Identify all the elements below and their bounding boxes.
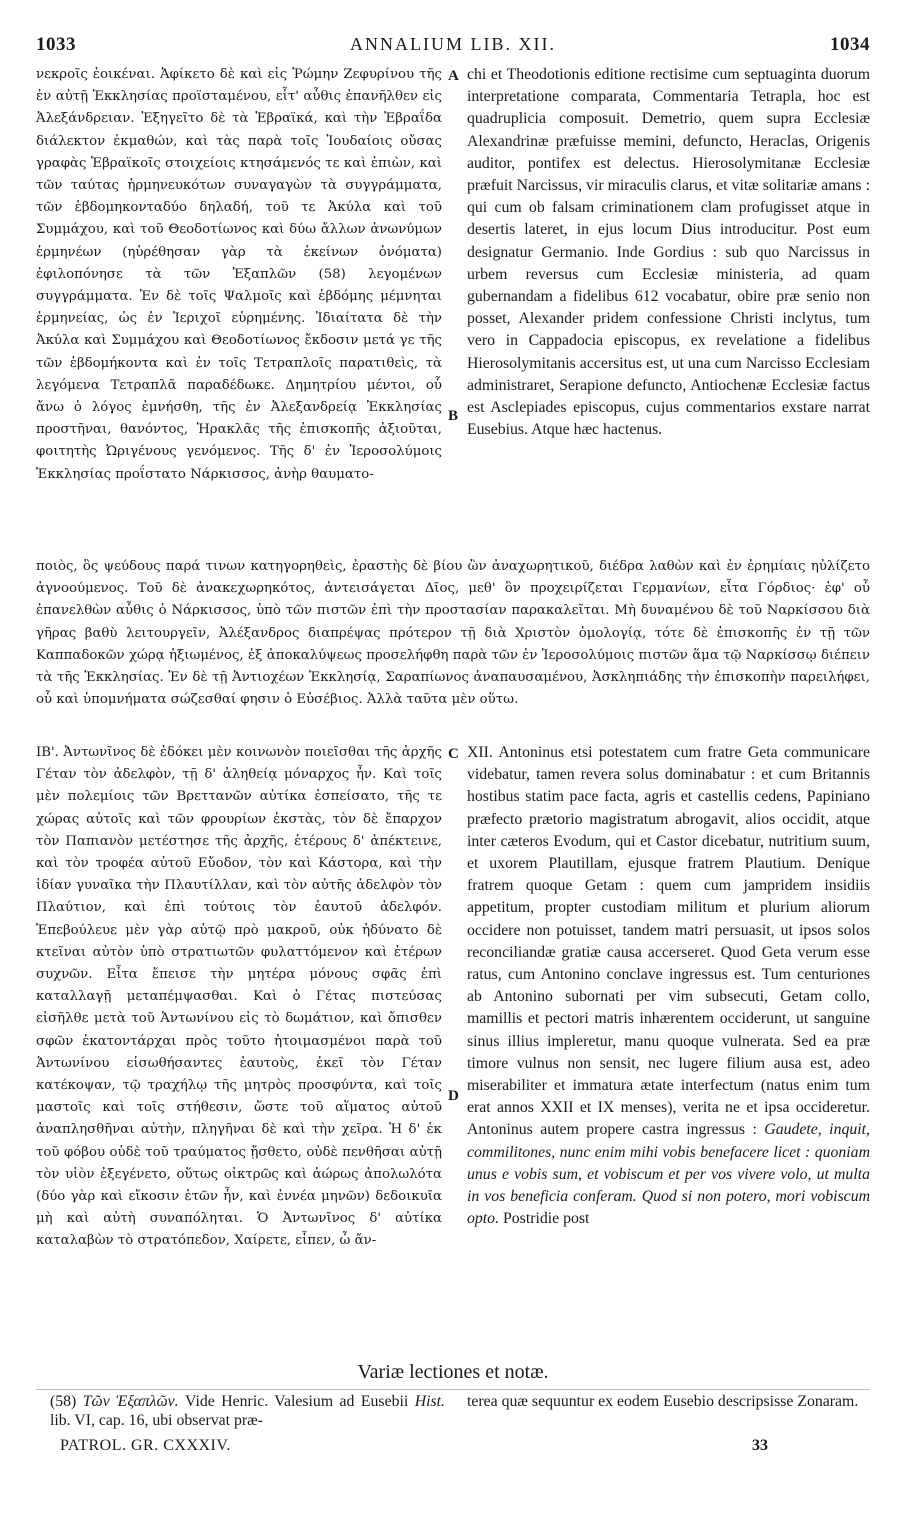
latin-quoted-speech: Gaudete, inquit, commilitones, nunc enim mihi vobis benefacere licet : quoniam unus e vobis sum, et vobiscum et per vos vivere volo, ut multa in vos beneficia conferam. Quod si non potero, mori vobiscum opto. — [467, 1121, 870, 1228]
note-greek-lemma: Τῶν Ἑξαπλῶν. — [82, 1393, 179, 1410]
latin-paragraph-top: chi et Theodotionis editione rectisime cum septuaginta duorum interpretatione comparata, Commentaria Tetrapla, hoc est quadruplicia composuit. Demetrio, quem supra Ecclesiæ Alexandrinæ præfuisse memini, defuncto, Heraclas, Origenis auditor, pontifex est delectus. Hierosolymitanæ Ecclesiæ præfuit Narcissus, vir miraculis clarus, et vitæ solitariæ amans : qui cum ob falsam criminationem clam profugisset atque in desertis lateret, in ejus locum Dius introducitur. Post eum designatur Germanio. Inde Gordius : sub quo Narcissus in urbem reversus cum Ecclesiæ ministeria, ad quam gubernandam a fidelibus 612 vocabatur, obire præ senio non posset, Alexander pridem confessione Christi inclytus, tum vero in Cappadocia episcopus, ex revelatione a fidelibus Hierosolymitanis accersitus est, ut una cum Narcisso Ecclesiam administraret, Serapione defuncto, Antiochenæ Ecclesiæ factus est Asclepiades episcopus, cujus commentarios exstare narrat Eusebius. Atque hæc hactenus. — [467, 66, 870, 439]
latin-text-part-1: XII. Antoninus etsi potestatem cum fratre Geta communicare videbatur, tamen revera solus dominabatur : et cum Britannis hostibus statim pace facta, agris et castellis cedens, Papiniano præfecto prætorio magistratum abrogavit, alios occidit, atque inter cæteros Evodum, qui et Castor dicebatur, nutritium suum, et uxorem Plautillam, ejusque fratrem Plautium. Denique fratrem quoque Getam : quem cum jampridem insidiis appetitum, propter custodiam militum et plurium aliorum occidere non potuisset, tandem matri persuasit, ut ipsos solos reconciliandæ gratiæ causa accerseret. Quod Geta verum esse ratus, cum Antonino conclave ingressus est. Tum centuriones ab Antonino subornati per vim subsecuti, Getam collo, mamillis et pectori matris inhærentem occiderunt, ut sanguine sinus illius impleretur, manu quoque vulnerata. Sed ea præ timore vulnus non sensit, nec lugere filium ausa est, adeo miserabiliter et immatura ætate interfectum (natus enim tum erat annos XXII et IX menses), verita ne et ipsa occideretur. Antoninus autem propere castra ingressus : — [467, 744, 870, 1139]
note-reference: (58) — [50, 1393, 77, 1410]
latin-column-bottom — [467, 742, 870, 1230]
running-title: ANNALIUM LIB. XII. — [350, 34, 556, 54]
margin-letter-a: A — [448, 68, 459, 84]
greek-full-paragraph: ποιὸς, ὃς ψεύδους παρά τινων κατηγορηθεὶς, ἐραστὴς δὲ βίου ὢν ἀναχωρητικοῦ, διέδρα λαθὼν καὶ ἐν ἐρημίαις ηὐλίζετο ἀγνοούμενος. Τοῦ δὲ ἀνακεχωρηκότος, ἀντεισάγεται Δῖος, μεθ' ὃν προχειρίζεται Γερμανίων, εἶτα Γόρδιος· ἐφ' οὗ ἐπανελθὼν αὖθις ὁ Νάρκισσος, ὑπὸ τῶν πιστῶν ἐπὶ τὴν προστασίαν παρακαλεῖται. Μὴ δυναμένου δὲ τοῦ Ναρκίσσου διὰ γῆρας βαθὺ λειτουργεῖν, Ἀλέξανδρος διαπρέψας πρότερον τῇ διὰ Χριστὸν ὁμολογίᾳ, τότε δὲ ἐπισκοπῆς ἐν τῇ τῶν Καππαδοκῶν χώρᾳ ἠξιωμένος, ἐξ ἀποκαλύψεως προσελήφθη παρὰ τῶν ἐν Ἱεροσολύμοις πιστῶν ἅμα τῷ Ναρκίσσῳ διέπειν τὰ τῆς Ἐκκλησίας. Ἐν δὲ τῇ Ἀντιοχέων Ἐκκλησίᾳ, Σαραπίωνος ἀναπαυσαμένου, Ἀσκληπιάδης τὴν ἐπισκοπὴν παρειλήφει, οὗ καὶ ὑπομνήματα σώζεσθαί φησιν ὁ Εὐσέβιος. Ἀλλὰ ταῦτα μὲν οὕτω. — [36, 559, 870, 708]
greek-paragraph-chapter-12: ΙΒ'. Ἀντωνῖνος δὲ ἐδόκει μὲν κοινωνὸν ποιεῖσθαι τῆς ἀρχῆς Γέταν τὸν ἀδελφὸν, τῇ δ' ἀληθείᾳ μόναρχος ἦν. Καὶ τοῖς μὲν πολεμίοις τῶν Βρεττανῶν αὐτίκα ἐσπείσατο, τῆς τε χώρας αὐτοῖς καὶ τῶν φρουρίων ἐκστὰς, τὸν δὲ ἔπαρχον τὸν Παπιανὸν μετέστησε τῆς ἀρχῆς, ἑτέρους δ' ἀπέκτεινε, καὶ τὸν τροφέα αὐτοῦ Εὔοδον, τὸν καὶ Κάστορα, καὶ τὴν ἰδίαν γυναῖκα τὴν Πλαυτίλλαν, καὶ τὸν αὐτῆς ἀδελφὸν τὸν Πλαύτιον, καὶ ἐπὶ τούτοις τὸν ἑαυτοῦ ἀδελφόν. Ἐπεβούλευε μὲν γὰρ αὐτῷ πρὸ μακροῦ, οὐκ ἠδύνατο δὲ κτεῖναι αὐτὸν ὑπὸ στρατιωτῶν φυλαττόμενον καὶ ἑτέρων συχνῶν. Εἶτα ἔπεισε τὴν μητέρα μόνους σφᾶς ἐπὶ καταλλαγῇ μεταπέμψασθαι. Καὶ ὁ Γέτας πιστεύσας εἰσῆλθε μετὰ τοῦ Ἀντωνίνου εἰς τὸ δωμάτιον, καὶ ὄπισθεν σφῶν ἑκατοντάρχαι πρὸς τοῦτο ἡτοιμασμένοι παρὰ τοῦ Ἀντωνίνου εἰσωθήσαντες ἑαυτοὺς, ἐκεῖ τὸν Γέταν κατέκοψαν, τῷ τραχήλῳ τῆς μητρὸς προσφύντα, καὶ τοῖς μαστοῖς καὶ τοῖς στήθεσιν, ὥστε τοῦ αἵματος αὐτοῦ ἀναπλησθῆναι αὐτὴν, πληγῆναι δὲ καὶ τὴν χεῖρα. Ἡ δ' ἐκ τοῦ φόβου οὐδὲ τοῦ τραύματος ᾔσθετο, οὐδὲ πενθῆσαι αὐτῇ τὸν υἱὸν ἐξεγένετο, οὕτως οἰκτρῶς καὶ ἀώρως ἀπολωλότα (δύο γὰρ καὶ εἴκοσιν ἐτῶν ἦν, καὶ ἐννέα μηνῶν) δεδοικυῖα μὴ καὶ αὐτὴ συναπόληται. Ὁ Ἀντωνῖνος δ' αὐτίκα καταλαβὼν τὸ στρατόπεδον, Χαίρετε, εἶπεν, ὦ ἄν- — [36, 745, 442, 1249]
latin-text-part-2: Postridie post — [499, 1210, 590, 1228]
note-58 — [50, 1392, 445, 1430]
notes-divider — [36, 1389, 870, 1390]
greek-paragraph-top: νεκροῖς ἐοικέναι. Ἀφίκετο δὲ καὶ εἰς Ῥώμην Ζεφυρίνου τῆς ἐν αὐτῇ Ἐκκλησίας προϊσταμένου, εἶτ' αὖθις ἐπανῆλθεν εἰς Ἀλεξάνδρειαν. Ἐξηγεῖτο δὲ τὰ Ἑβραϊκά, καὶ τὴν Ἑβραΐδα διάλεκτον ἐκμαθών, καὶ τὰς παρὰ τοῖς Ἰουδαίοις οὔσας γραφὰς Ἑβραϊκοῖς στοιχείοις κτησάμενός τε καὶ ἐπιὼν, καὶ τῶν ταύτας ἡρμηνευκότων συναγαγὼν τὰ συγγράμματα, τῶν ἑβδομηκονταδύο δηλαδή, τοῦ τε Ἀκύλα καὶ τοῦ Συμμάχου, καὶ τοῦ Θεοδοτίωνος καὶ δύω ἄλλων ἀνωνύμων ἑρμηνέων (ηὑρέθησαν γὰρ τὰ ἐκείνων ὀνόματα) ἐφιλοπόνησε τὰ τῶν Ἑξαπλῶν (58) λεγομένων συγγράμματα. Ἐν δὲ τοῖς Ψαλμοῖς καὶ ἑβδόμης μέμνηται ἑρμηνείας, ὡς ἐν Ἱεριχοῖ εὑρημένης. Ἰδιαίτατα δὲ τὴν Ἀκύλα καὶ Συμμάχου καὶ Θεοδοτίωνος ἔκδοσιν μετά γε τῆς τῶν ἑβδομήκοντα καὶ ἐν τοῖς Τετραπλοῖς παρατιθεὶς, τὰ λεγόμενα Τετραπλᾶ παραδέδωκε. Δημητρίου μέντοι, οὗ ἄνω ὁ λόγος ἐμνήσθη, τῆς ἐν Ἀλεξανδρείᾳ Ἐκκλησίας προστῆναι, θανόντος, Ἡρακλᾶς τῆς ἐπισκοπῆς ἀξιοῦται, φοιτητὴς Ὠριγένους γενόμενος. Τῆς δ' ἐν Ἱεροσολύμοις Ἐκκλησίας προΐστατο Νάρκισσος, ἀνὴρ θαυματο- — [36, 67, 442, 482]
footer-signature: 33 — [752, 1437, 768, 1454]
greek-full-width-block — [36, 556, 870, 711]
margin-letter-c: C — [448, 746, 459, 762]
margin-letter-b: B — [448, 408, 459, 424]
notes-heading: Variæ lectiones et notæ. — [357, 1361, 549, 1383]
margin-letter-d: D — [448, 1088, 459, 1104]
latin-column-top — [467, 64, 870, 441]
latin-paragraph-chapter-12 — [467, 742, 870, 1230]
note-text-continued: lib. VI, cap. 16, ubi observat præ- — [50, 1412, 263, 1429]
footer-series: PATROL. GR. CXXXIV. — [60, 1437, 231, 1454]
right-column-number: 1034 — [830, 34, 870, 55]
greek-column-top — [36, 64, 442, 486]
left-column-number: 1033 — [36, 34, 76, 55]
note-text: Vide Henric. Valesium ad Eusebii — [178, 1393, 415, 1410]
note-58-continued: terea quæ sequuntur ex eodem Eusebio descripsisse Zonaram. — [467, 1393, 859, 1410]
note-hist: Hist. — [414, 1393, 445, 1410]
greek-column-bottom — [36, 742, 442, 1253]
